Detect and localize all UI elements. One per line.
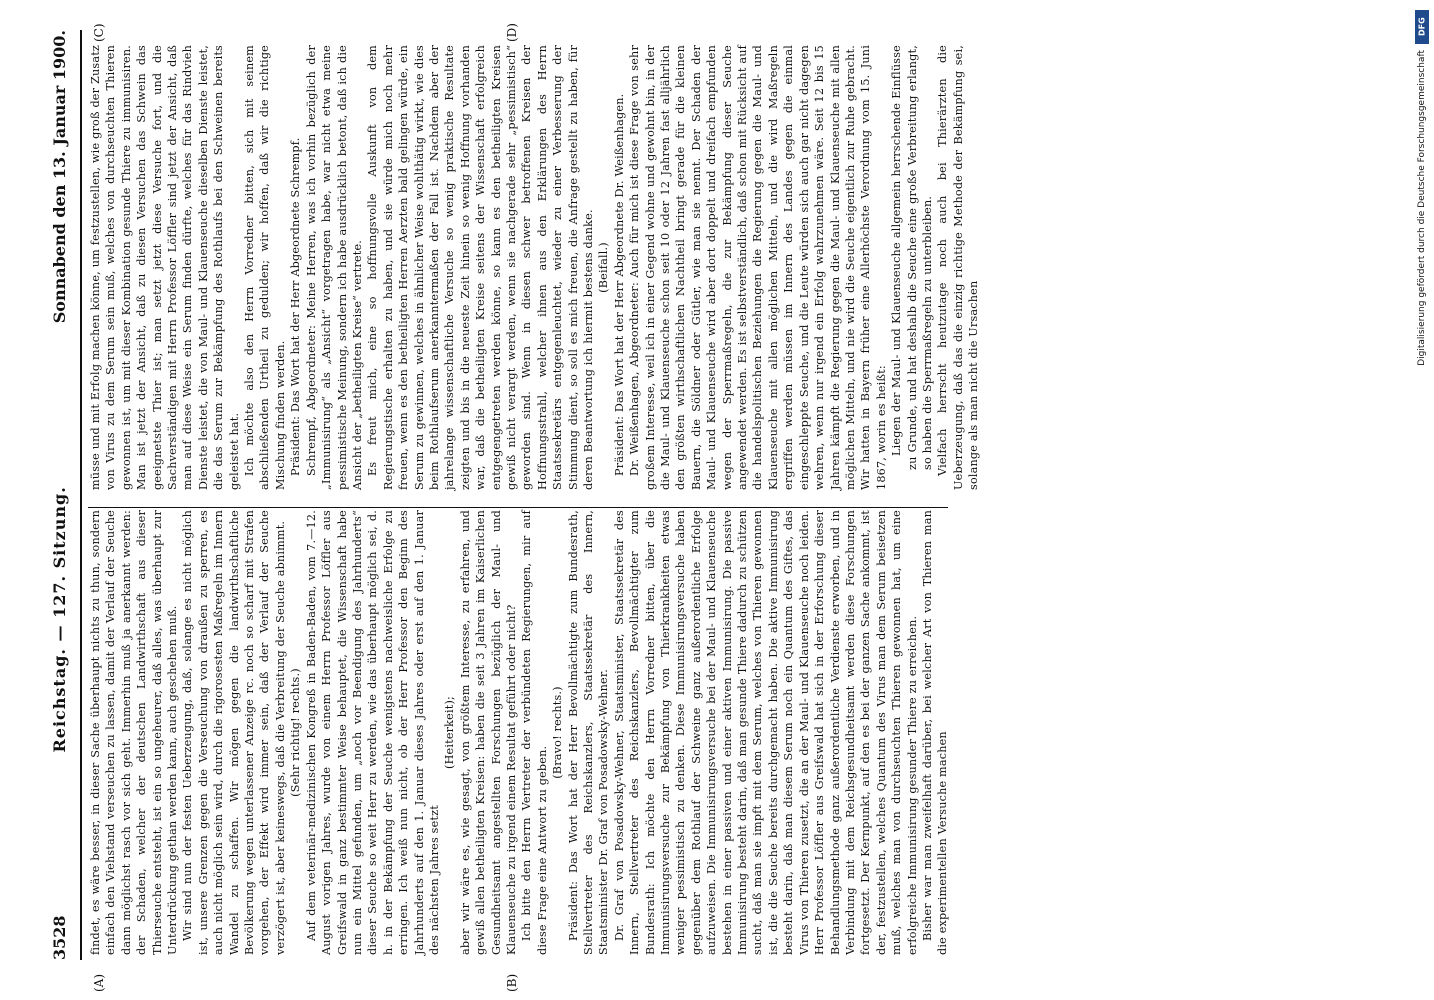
session-date: Sonnabend den 13. Januar 1900. xyxy=(50,30,69,324)
paragraph: Bisher war man zweifelhaft darüber, bei welcher Art von Thieren man die experimentellen Versuche machen xyxy=(920,510,950,955)
paragraph: aber wir wäre es, wie gesagt, von größtem Interesse, zu erfahren, und gewiß allen betheiligten Kreisen: haben die seit 3 Jahren im Kaiserlichen Gesundheitsamt angestellten Forschungen bezüglich der Maul- und Klauenseuche zu irgend einem Resultat geführt oder nicht? xyxy=(458,510,518,955)
speaker-paragraph: Präsident: Das Wort hat der Herr Bevollmächtigte zum Bundesrath, Stellvertreter des Reichskanzlers, Staatssekretär des Innern, Staatsminister Dr. Graf von Posadowsky-Wehner. xyxy=(566,510,611,955)
header-rule xyxy=(80,30,82,960)
margin-mark-b: (B) xyxy=(505,973,519,992)
speaker-paragraph: Präsident: Das Wort hat der Herr Abgeordnete Schrempf. xyxy=(289,137,303,476)
funding-notice: Digitalisierung gefördert durch die Deutsche Forschungsgemeinschaft xyxy=(1417,50,1427,366)
page-header xyxy=(50,30,72,960)
paragraph: Vielfach herrscht heutzutage noch auch bei Thierärzten die Ueberzeugung, daß das die einzig richtige Methode der Bekämpfung sei, solange als man nicht die Ursachen xyxy=(936,45,981,490)
interjection: (Beifall.) xyxy=(597,242,611,293)
left-column xyxy=(88,510,950,955)
margin-mark-c: (C) xyxy=(92,23,106,42)
margin-mark-d: (D) xyxy=(505,23,519,42)
interjection: (Heiterkeit); xyxy=(443,696,457,769)
paragraph: Auf dem veterinär-medizinischen Kongreß in Baden-Baden, vom 7.—12. August vorigen Jahres, wurde von einem Herrn Professor Löffler aus Greifswald in ganz bestimmter Weise behauptet, die Wissenschaft habe nun ein Mittel gefunden, um „noch vor Beendigung des Jahrhunderts“ dieser Seuche so weit Herr zu werden, wie das überhaupt möglich sei, d. h. in der Bekämpfung der Seuche wenigstens nachweisliche Erfolge zu erringen. Ich weiß nun nicht, ob der Herr Professor den Beginn des Jahrhunderts auf den 1. Januar dieses Jahres oder erst auf den 1. Januar des nächsten Jahres setzt xyxy=(304,510,441,955)
paragraph: müsse und mit Erfolg machen könne, um festzustellen, wie groß der Zusatz von Virus zu dem Serum sein muß, welches von durchseuchten Thieren gewonnen ist, um mit dieser Kombination gesunde Thiere zu immunisiren. Man ist jetzt der Ansicht, daß zu diesen Versuchen das Schwein das geeignetste Thier ist; man setzt jetzt diese Versuche fort, und die Sachverständigen mit Herrn Professor Löffler sind jetzt der Ansicht, daß man auf diese Weise ein Serum finden dürfte, welches für das Rindvieh Dienste leistet, die von Maul- und Klauenseuche dieselben Dienste leistet, die das Serum zur Bekämpfung des Rothlaufs bei den Schweinen bereits geleistet hat. xyxy=(89,45,241,490)
interjection: (Sehr richtig! rechts.) xyxy=(289,668,303,797)
quotation: Liegen der Maul- und Klauenseuche allgemein herrschende Einflüsse zu Grunde, und hat deshalb die Seuche eine große Verbreitung erlangt, so haben die Sperrmaßregeln zu unterbleiben. xyxy=(890,45,934,470)
paragraph: findet, es wäre besser, in dieser Sache überhaupt nichts zu thun, sondern einfach den Viehstand verseuchen zu lassen, damit der Verlauf der Seuche dann möglichst rasch vor sich geht. Immerhin muß ja anerkannt werden: der Schaden, welcher der deutschen Landwirthschaft aus dieser Thierseuche entsteht, ist ein so ungeheurer, daß alles, was überhaupt zur Unterdrückung gethan werden kann, auch geschehen muß. xyxy=(89,510,180,955)
dfg-logo: DFG xyxy=(1415,10,1429,44)
session-title: Reichstag. — 127. Sitzung. xyxy=(50,486,69,753)
column-divider xyxy=(88,507,948,508)
margin-mark-a: (A) xyxy=(92,973,106,992)
speech-paragraph: Schrempf, Abgeordneter: Meine Herren, was ich vorhin bezüglich der „Immunisirung“ als „Ansicht“ vorgetragen habe, war nicht etwa meine pessimistische Meinung, sondern ich habe ausdrücklich betont, daß ich die Ansicht der „betheiligten Kreise“ vertrete. xyxy=(304,45,364,490)
paragraph: Wir sind nun der festen Ueberzeugung, daß, solange es nicht möglich ist, unsere Grenzen gegen die Verseuchung von draußen zu sperren, es auch nicht möglich sein wird, durch die rigorosesten Maßregeln im Innern Wandel zu schaffen. Wir mögen gegen die landwirthschaftliche Bevölkerung wegen unterlassener Anzeige rc. noch so scharf mit Strafen vorgehen, der Effekt wird immer sein, daß der Verlauf der Seuche verzögert ist, aber keineswegs, daß die Verbreitung der Seuche abnimmt. xyxy=(181,510,287,955)
right-column xyxy=(88,45,981,490)
speaker-paragraph: Präsident: Das Wort hat der Herr Abgeordnete Dr. Weißenhagen. xyxy=(612,93,626,476)
paragraph: Es freut mich, eine so hoffnungsvolle Auskunft von dem Regierungstische erhalten zu haben, und sie würde mich noch mehr freuen, wenn es den betheiligten Herren Aerzten bald gelingen würde, ein Serum zu gewinnen, welches in ähnlicher Weise wohlthätig wirkt, wie dies beim Rothlaufserum anerkanntermaßen der Fall ist. Nachdem aber der jahrelange wissenschaftliche Versuche so wenig praktische Resultate zeigten und bis in die neueste Zeit hinein so wenig Hoffnung vorhanden war, daß die betheiligten Kreise seitens der Wissenschaft erfolgreich entgegengetreten werden könne, so kann es den betheiligten Kreisen gewiß nicht verargt werden, wenn sie nachgerade sehr „pessimistisch“ geworden sind. Wenn in diesen schwer betroffenen Kreisen der Hoffnungsstrahl, welcher ihnen aus den Erklärungen des Herrn Staatssekretärs entgegenleuchtet, wieder zu einer Verbesserung der Stimmung dient, so soll es mich freuen, die Anfrage gestellt zu haben, für deren Beantwortung ich hiermit bestens danke. xyxy=(366,45,595,490)
paragraph: Ich bitte den Herrn Vertreter der verbündeten Regierungen, mir auf diese Frage eine Antwort zu geben. xyxy=(520,510,549,955)
digitization-sidebar xyxy=(1414,10,1430,990)
paragraph: Ich möchte also den Herrn Vorredner bitten, sich mit seinem abschließenden Urtheil zu gedulden; wir hoffen, daß wir die richtige Mischung finden werden. xyxy=(243,45,287,490)
speech-paragraph: Dr. Graf von Posadowsky-Wehner, Staatsminister, Staatssekretär des Innern, Stellvertreter des Reichskanzlers, Bevollmächtigter zum Bundesrath: Ich möchte den Herrn Vorredner bitten, über die Immunisirungsversuche zur Bekämpfung von Thierkrankheiten etwas weniger pessimistisch zu denken. Diese Immunisirungsversuche haben gegenüber dem Rothlauf der Schweine ganz außerordentliche Erfolge aufzuweisen. Die Immunisirungsversuche bei der Maul- und Klauenseuche bestehen in einer passiven und einer aktiven Immunisirung. Die passive Immunisirung besteht darin, daß man gesunde Thiere dadurch zu schützen sucht, daß man sie impft mit dem Serum, welches von Thieren gewonnen ist, die die Seuche bereits durchgemacht haben. Die aktive Immunisirung besteht darin, daß man diesem Serum noch ein Quantum des Giftes, das Virus von Thieren zusetzt, die an der Maul- und Klauenseuche noch leiden. Herr Professor Löffler aus Greifswald hat sich in der Erforschung dieser Behandlungsmethode ganz außerordentliche Verdienste erworben, und in Verbindung mit dem Reichsgesundheitsamt werden diese Forschungen fortgesetzt. Der Kernpunkt, auf den es bei der ganzen Sache ankommt, ist der, festzustellen, welches Quantum des Virus man dem Serum beisetzen muß, welches man von durchseuchten Thieren gewonnen hat, um eine erfolgreiche Immunisirung gesunder Thiere zu erreichen. xyxy=(612,510,919,955)
page-number: 3528 xyxy=(50,915,69,960)
interjection: (Bravo! rechts.) xyxy=(551,686,565,779)
speech-paragraph: Dr. Weißenhagen, Abgeordneter: Auch für mich ist diese Frage von sehr großem Interesse, weil ich in einer Gegend wohne und gewohnt bin, in der die Maul- und Klauenseuche schon seit 10 oder 12 Jahren fast alljährlich den größten wirthschaftlichen Nachtheil bringt gerade für die kleinen Bauern, die Söldner oder Gütler, wie man sie nennt. Der Schaden der Maul- und Klauenseuche wird aber dort doppelt und dreifach empfunden wegen der Sperrmaßregeln, die zur Bekämpfung dieser Seuche angewendet werden. Es ist selbstverständlich, daß schon mit Rücksicht auf die handelspolitischen Beziehungen die Regierung gegen die Maul- und Klauenseuche mit allen möglichen Mitteln, und die wird Maßregeln ergriffen werden müssen im Innern des Landes gegen die einmal eingeschleppte Seuche, und die Leute würden sich auch gar nicht dagegen wehren, wenn nur irgend ein Erfolg wahrzunehmen wäre. Seit 12 bis 15 Jahren kämpft die Regierung gegen die Maul- und Klauenseuche mit allen möglichen Mitteln, und nie wird die Seuche eigentlich zur Ruhe gebracht. Wir hatten in Bayern früher eine Allerhöchste Verordnung vom 15. Juni 1867, worin es heißt: xyxy=(628,45,888,490)
